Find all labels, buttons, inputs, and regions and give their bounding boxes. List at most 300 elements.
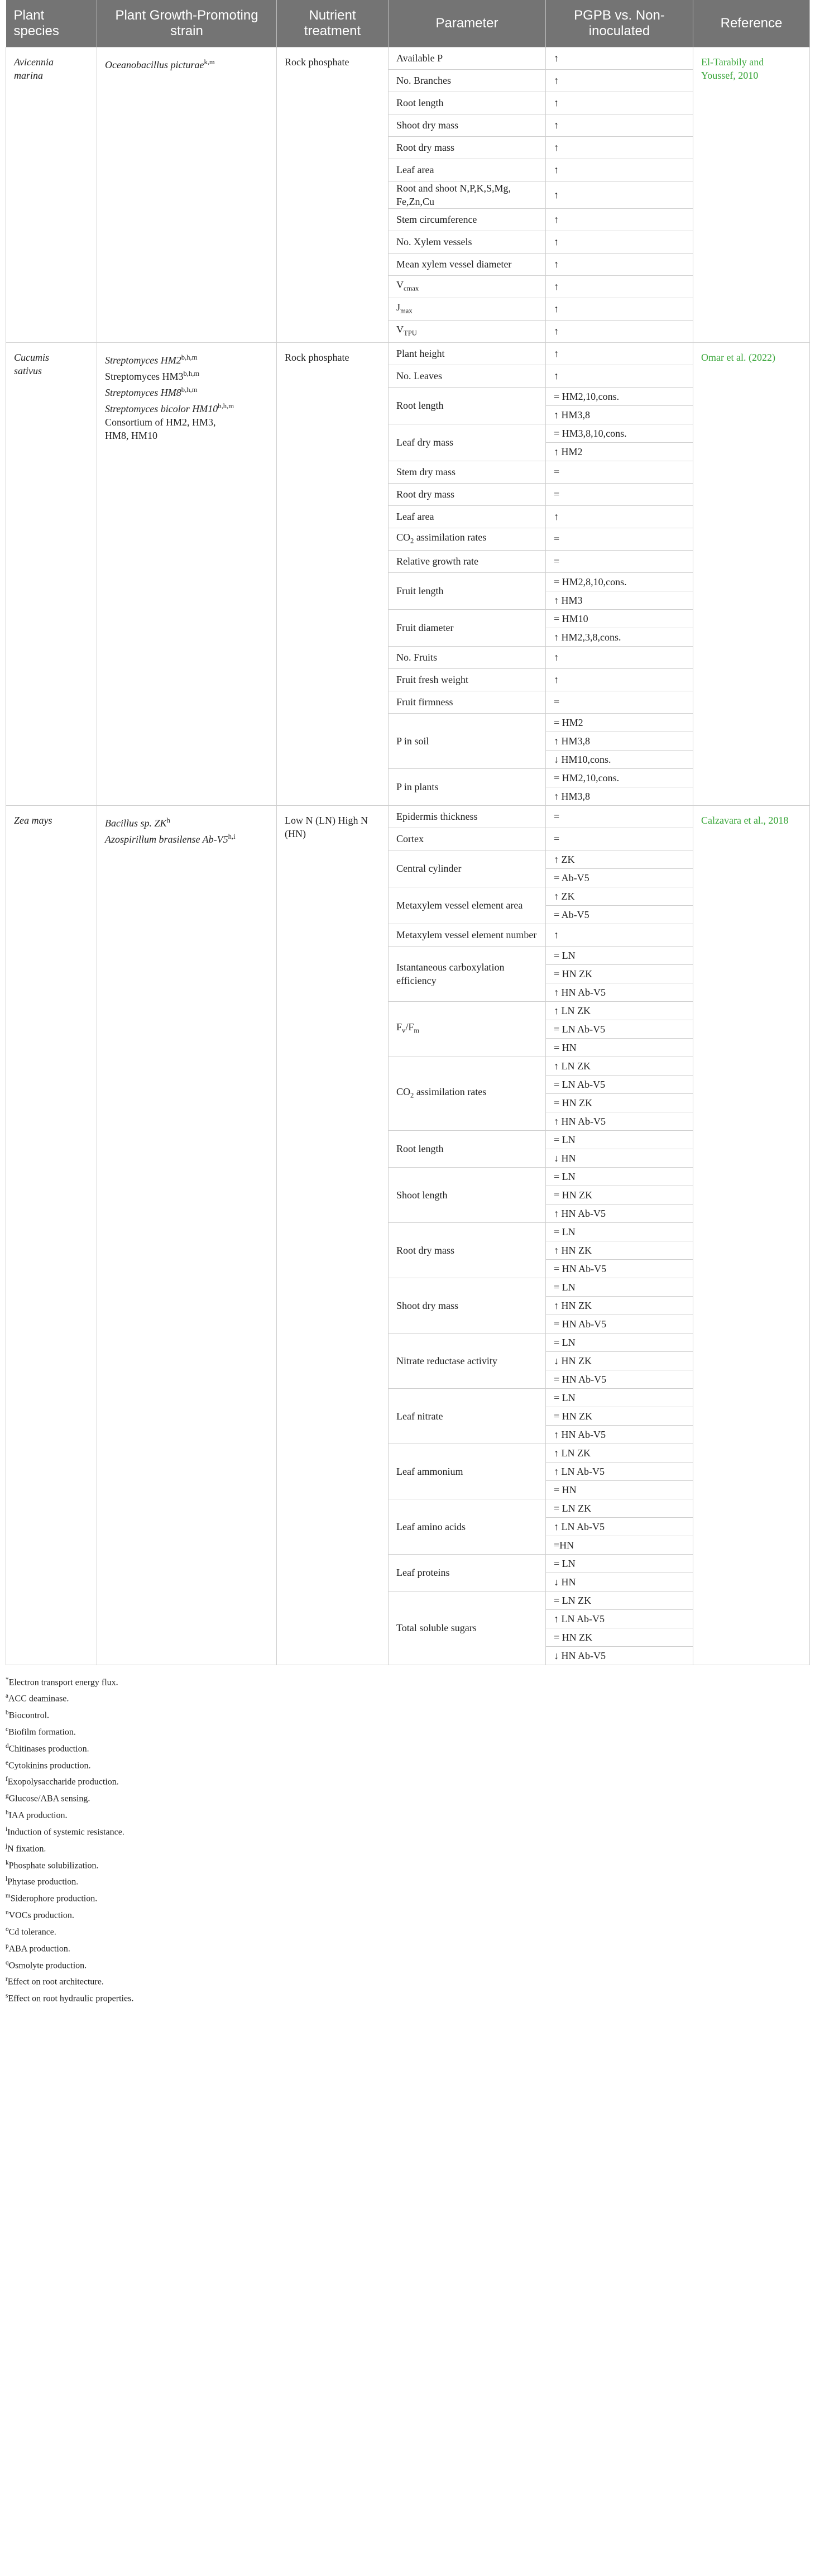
- pgpb-value: = HN ZK: [554, 1410, 593, 1422]
- pgpb-value-cell: [546, 253, 693, 275]
- plant-species-name: Zea mays: [14, 814, 52, 826]
- footnote-text: Osmolyte production.: [8, 1960, 87, 1970]
- pgpb-value-cell: [546, 1425, 693, 1444]
- pgpb-value: ↑: [554, 281, 559, 292]
- strain-line: [105, 55, 269, 71]
- parameter-cell: [389, 136, 546, 159]
- pgpb-value: = HM3,8,10,cons.: [554, 427, 627, 439]
- table-row: [6, 342, 810, 365]
- pgpb-value-cell: [546, 298, 693, 320]
- pgpb-value-cell: [546, 1462, 693, 1480]
- parameter-name: No. Branches: [396, 75, 451, 86]
- parameter-name: Stem dry mass: [396, 466, 456, 477]
- col-nutrient: [277, 0, 389, 47]
- parameter-name: Root dry mass: [396, 1244, 455, 1256]
- table-row: [6, 47, 810, 69]
- parameter-cell: [389, 609, 546, 646]
- parameter-cell: [389, 298, 546, 320]
- parameter-name: Root length: [396, 400, 444, 411]
- parameter-name: Plant height: [396, 348, 445, 359]
- parameter-name: Leaf area: [396, 511, 434, 522]
- pgpb-value-cell: [546, 1444, 693, 1462]
- strain-line: [105, 415, 269, 429]
- pgpb-value-cell: [546, 1020, 693, 1038]
- parameter-symbol: $V_{TPU}$: [396, 323, 417, 337]
- parameter-name: Fruit diameter: [396, 622, 454, 633]
- pgpb-value: = LN: [554, 1226, 576, 1237]
- pgpb-value-cell: [546, 572, 693, 591]
- pgpb-value: ↑: [554, 75, 559, 86]
- footnote-text: Exopolysaccharide production.: [7, 1777, 119, 1787]
- reference-link[interactable]: Youssef, 2010: [701, 69, 759, 81]
- strain-name: Streptomyces HM3: [105, 370, 184, 382]
- parameter-name: Root dry mass: [396, 489, 455, 500]
- footnote-marker: f: [6, 1776, 8, 1783]
- plant-species-cell: [6, 805, 97, 1665]
- pgpb-value-cell: [546, 768, 693, 787]
- pgpb-value-cell: [546, 1407, 693, 1425]
- parameter-name: Metaxylem vessel element number: [396, 929, 537, 940]
- pgpb-value: ↑ LN ZK: [554, 1447, 591, 1459]
- strain-footnote-ref: k,m: [204, 58, 215, 66]
- footnote: [6, 1923, 809, 1939]
- pgpb-value-cell: [546, 136, 693, 159]
- pgpb-value: =HN: [554, 1539, 574, 1551]
- pgpb-value: =: [554, 489, 560, 500]
- footnote-marker: *: [6, 1676, 9, 1683]
- pgpb-value-cell: [546, 787, 693, 805]
- parameter-cell: [389, 114, 546, 136]
- parameter-cell: [389, 713, 546, 768]
- pgpb-value: ↑: [554, 303, 559, 314]
- col-reference-label: Reference: [720, 15, 783, 31]
- parameter-cell: [389, 253, 546, 275]
- pgpb-value: ↑: [554, 189, 559, 200]
- parameter-name: Cortex: [396, 833, 424, 844]
- nutrient-text: Low N (LN) High N (HN): [285, 814, 368, 839]
- parameter-cell: [389, 528, 546, 550]
- parameter-name: Shoot dry mass: [396, 1299, 459, 1311]
- pgpb-value: ↑: [554, 52, 559, 64]
- parameter-cell: [389, 1388, 546, 1444]
- header-row: [6, 0, 810, 47]
- pgpb-value: ↓ HN Ab-V5: [554, 1650, 606, 1661]
- parameter-cell: [389, 1167, 546, 1222]
- pgpb-value: ↑ HM3,8: [554, 735, 591, 747]
- pgpb-value: = HN Ab-V5: [554, 1318, 607, 1330]
- pgpb-value-cell: [546, 1241, 693, 1259]
- pgpb-value-cell: [546, 1204, 693, 1222]
- footnote-marker: s: [6, 1992, 8, 2000]
- parameter-name: Total soluble sugars: [396, 1622, 477, 1633]
- footnote-marker: e: [6, 1759, 8, 1766]
- pgpb-value-cell: [546, 1609, 693, 1628]
- pgpb-value-cell: [546, 691, 693, 713]
- pgpb-value-cell: [546, 924, 693, 946]
- strain-footnote-ref: h: [166, 816, 170, 824]
- nutrient-cell: [277, 805, 389, 1665]
- pgpb-value-cell: [546, 1093, 693, 1112]
- pgpb-value-cell: [546, 1222, 693, 1241]
- footnote-marker: c: [6, 1726, 8, 1733]
- parameter-visible: $F_v/F_m$: [396, 1021, 420, 1035]
- parameter-name: Leaf dry mass: [396, 437, 453, 448]
- parameter-name: Shoot dry mass: [396, 120, 459, 131]
- reference-link[interactable]: El-Tarabily and: [701, 56, 764, 68]
- pgpb-value-cell: [546, 505, 693, 528]
- pgpb-value: = LN ZK: [554, 1502, 592, 1514]
- pgpb-value: ↑ HM3: [554, 594, 583, 606]
- pgpb-value-cell: [546, 1646, 693, 1665]
- footnote-marker: d: [6, 1742, 9, 1750]
- footnote: [6, 1989, 809, 2006]
- parameter-name: Available P: [396, 52, 443, 64]
- pgpb-value-cell: [546, 1259, 693, 1278]
- parameter-cell: [389, 768, 546, 805]
- pgpb-value-cell: [546, 92, 693, 114]
- pgpb-value-cell: [546, 1517, 693, 1536]
- footnote-text: Cytokinins production.: [8, 1760, 91, 1770]
- pgpb-value-cell: [546, 1351, 693, 1370]
- pgpb-value: ↑: [554, 236, 559, 247]
- reference-link[interactable]: Calzavara et al., 2018: [701, 814, 789, 826]
- pgpb-value-cell: [546, 47, 693, 69]
- pgpb-value: = LN: [554, 1557, 576, 1569]
- pgpb-value: ↑ HN Ab-V5: [554, 986, 606, 998]
- footnote: [6, 1906, 809, 1923]
- parameter-cell: [389, 231, 546, 253]
- pgpb-value-cell: [546, 528, 693, 550]
- parameter-name: Nitrate reductase activity: [396, 1355, 497, 1366]
- table-body: [6, 47, 810, 1665]
- parameter-name: Relative growth rate: [396, 556, 478, 567]
- pgpb-value: =: [554, 533, 560, 544]
- footnote-marker: i: [6, 1825, 8, 1833]
- col-parameter-label: Parameter: [435, 15, 498, 31]
- pgpb-value-cell: [546, 231, 693, 253]
- footnote: [6, 1839, 809, 1856]
- strain-footnote-ref: b,h,m: [218, 402, 234, 410]
- strain-line: [105, 367, 269, 383]
- parameter-name: Leaf area: [396, 164, 434, 175]
- pgpb-value-cell: [546, 1130, 693, 1149]
- footnote-text: N fixation.: [7, 1844, 46, 1854]
- col-plant-species-label: Plant species: [13, 7, 59, 39]
- parameter-cell: [389, 924, 546, 946]
- pgpb-value-cell: [546, 1315, 693, 1333]
- parameter-cell: [389, 550, 546, 572]
- plant-species-cell: [6, 47, 97, 342]
- parameter-name: Stem circumference: [396, 214, 477, 225]
- parameter-cell: [389, 887, 546, 924]
- footnotes: [6, 1665, 809, 2012]
- parameter-cell: [389, 1591, 546, 1665]
- parameter-cell: [389, 1333, 546, 1388]
- footnote-marker: l: [6, 1876, 8, 1883]
- footnote-text: Electron transport energy flux.: [8, 1677, 118, 1687]
- pgpb-value: ↑ HN Ab-V5: [554, 1207, 606, 1219]
- footnote: [6, 1673, 809, 1690]
- parameter-name: Metaxylem vessel element area: [396, 900, 523, 911]
- footnote-text: VOCs production.: [8, 1910, 74, 1920]
- pgpb-value: ↓ HM10,cons.: [554, 753, 611, 765]
- strain-name: Streptomyces HM8: [105, 386, 181, 398]
- strain-name: Consortium of HM2, HM3,: [105, 416, 216, 428]
- pgpb-value-cell: [546, 750, 693, 768]
- pgpb-value: = HN: [554, 1484, 577, 1495]
- footnote-marker: h: [6, 1809, 9, 1817]
- pgpb-value: ↑ HN ZK: [554, 1244, 592, 1256]
- parameter-cell: [389, 1278, 546, 1333]
- pgpb-value: ↑ ZK: [554, 890, 575, 902]
- pgpb-value-cell: [546, 850, 693, 868]
- pgpb-value-cell: [546, 868, 693, 887]
- pgpb-value-cell: [546, 1573, 693, 1591]
- parameter-cell: [389, 181, 546, 208]
- parameter-name: Shoot length: [396, 1189, 448, 1201]
- parameter-cell: [389, 1130, 546, 1167]
- table-row: [6, 805, 810, 828]
- parameter-name: Leaf ammonium: [396, 1465, 463, 1477]
- parameter-cell: [389, 320, 546, 342]
- footnote-text: Chitinases production.: [8, 1744, 89, 1754]
- pgpb-value-cell: [546, 805, 693, 828]
- pgpb-value: ↑: [554, 511, 559, 522]
- pgpb-value-cell: [546, 1057, 693, 1075]
- footnote-marker: j: [6, 1842, 8, 1849]
- pgpb-value: ↑ HM3,8: [554, 409, 591, 420]
- footnote: [6, 1872, 809, 1889]
- pgpb-value-cell: [546, 1149, 693, 1167]
- data-table: [6, 0, 810, 1665]
- parameter-cell: [389, 1499, 546, 1554]
- pgpb-value-cell: [546, 713, 693, 732]
- pgpb-value: = HM10: [554, 613, 588, 624]
- pgpb-value-cell: [546, 320, 693, 342]
- pgpb-value: =: [554, 811, 560, 822]
- parameter-cell: [389, 387, 546, 424]
- pgpb-value-cell: [546, 1186, 693, 1204]
- pgpb-value: = HM2,10,cons.: [554, 390, 620, 402]
- pgpb-value: = LN Ab-V5: [554, 1023, 606, 1035]
- footnote: [6, 1739, 809, 1756]
- pgpb-value-cell: [546, 983, 693, 1001]
- pgpb-value-cell: [546, 424, 693, 442]
- parameter-cell: [389, 646, 546, 668]
- footnote-text: Siderophore production.: [10, 1894, 98, 1904]
- parameter-cell: [389, 828, 546, 850]
- pgpb-value-cell: [546, 114, 693, 136]
- strain-name: HM8, HM10: [105, 429, 158, 441]
- pgpb-value-cell: [546, 1167, 693, 1186]
- footnote-text: Biocontrol.: [8, 1710, 50, 1720]
- pgpb-value: = LN: [554, 1281, 576, 1293]
- pgpb-value-cell: [546, 1112, 693, 1130]
- footnote-marker: k: [6, 1859, 9, 1866]
- pgpb-value: ↓ HN ZK: [554, 1355, 592, 1366]
- parameter-visible: $CO_2$ assimilation rates: [396, 1086, 487, 1100]
- parameter-symbol: $V_{cmax}$: [396, 279, 419, 293]
- pgpb-value: ↑: [554, 348, 559, 359]
- pgpb-value: = Ab-V5: [554, 909, 589, 920]
- parameter-cell: [389, 1444, 546, 1499]
- pgpb-value-cell: [546, 1499, 693, 1517]
- parameter-cell: [389, 275, 546, 298]
- footnote-marker: a: [6, 1693, 8, 1700]
- parameter-cell: [389, 505, 546, 528]
- parameter-cell: [389, 1001, 546, 1057]
- pgpb-value-cell: [546, 69, 693, 92]
- parameter-cell: [389, 1222, 546, 1278]
- pgpb-value: = HM2,10,cons.: [554, 772, 620, 783]
- pgpb-value: = LN: [554, 949, 576, 961]
- pgpb-value-cell: [546, 1038, 693, 1057]
- pgpb-value: ↑ HM3,8: [554, 790, 591, 802]
- parameter-cell: [389, 483, 546, 505]
- parameter-name: Root length: [396, 97, 444, 108]
- pgpb-value: = HN ZK: [554, 1189, 593, 1201]
- parameter-name: Leaf amino acids: [396, 1521, 466, 1532]
- pgpb-value-cell: [546, 483, 693, 505]
- footnote: [6, 1789, 809, 1806]
- pgpb-value: ↑ ZK: [554, 853, 575, 865]
- col-pgpb: [546, 0, 693, 47]
- pgpb-value-cell: [546, 461, 693, 483]
- col-pgpb-label: PGPB vs. Non-inoculated: [574, 7, 665, 39]
- strain-line: [105, 429, 269, 442]
- strain-footnote-ref: b,h,m: [181, 353, 198, 361]
- parameter-name: P in plants: [396, 781, 439, 792]
- reference-link[interactable]: Omar et al. (2022): [701, 351, 775, 363]
- parameter-name: No. Fruits: [396, 652, 438, 663]
- nutrient-cell: [277, 47, 389, 342]
- col-strain-label: Plant Growth-Promoting strain: [115, 7, 258, 39]
- pgpb-value-cell: [546, 1333, 693, 1351]
- col-strain: [97, 0, 277, 47]
- footnote: [6, 1939, 809, 1956]
- pgpb-value: = Ab-V5: [554, 872, 589, 883]
- pgpb-value: ↑ HN Ab-V5: [554, 1115, 606, 1127]
- parameter-cell: [389, 47, 546, 69]
- footnote-text: Phosphate solubilization.: [8, 1860, 99, 1870]
- pgpb-value: ↑ LN ZK: [554, 1060, 591, 1072]
- pgpb-value-cell: [546, 342, 693, 365]
- parameter-cell: [389, 668, 546, 691]
- col-reference: [693, 0, 810, 47]
- pgpb-value: = LN: [554, 1336, 576, 1348]
- strain-cell: [97, 47, 277, 342]
- nutrient-text: Rock phosphate: [285, 56, 349, 68]
- pgpb-value-cell: [546, 1001, 693, 1020]
- footnote-marker: p: [6, 1942, 9, 1949]
- pgpb-value-cell: [546, 405, 693, 424]
- pgpb-value: ↑: [554, 674, 559, 685]
- pgpb-value: = LN: [554, 1170, 576, 1182]
- strain-line: [105, 383, 269, 399]
- parameter-name: Central cylinder: [396, 863, 462, 874]
- pgpb-value-cell: [546, 365, 693, 387]
- pgpb-value: ↑ LN Ab-V5: [554, 1465, 605, 1477]
- parameter-name: Epidermis thickness: [396, 811, 478, 822]
- pgpb-value: = HN ZK: [554, 1631, 593, 1643]
- strain-name: Oceanobacillus picturae: [105, 59, 204, 70]
- parameter-cell: [389, 946, 546, 1001]
- parameter-cell: [389, 461, 546, 483]
- footnote: [6, 1706, 809, 1723]
- parameter-cell: [389, 805, 546, 828]
- strain-footnote-ref: h,i: [228, 832, 236, 840]
- strain-line: [105, 814, 269, 830]
- pgpb-value: ↓ HN: [554, 1576, 576, 1588]
- footnote-text: Biofilm formation.: [8, 1727, 76, 1737]
- pgpb-value: ↑: [554, 142, 559, 153]
- footnote-marker: n: [6, 1909, 9, 1917]
- parameter-subscript: max: [400, 307, 413, 315]
- footnote: [6, 1972, 809, 1989]
- pgpb-value: = HN ZK: [554, 1097, 593, 1108]
- strain-footnote-ref: b,h,m: [183, 369, 200, 377]
- parameter-subscript: cmax: [404, 284, 419, 293]
- parameter-subscript: m: [414, 1026, 420, 1035]
- strain-line: [105, 830, 269, 846]
- plant-species-name: Avicennia: [14, 56, 54, 68]
- nutrient-cell: [277, 342, 389, 805]
- footnote-text: IAA production.: [8, 1810, 68, 1820]
- pgpb-value: ↑: [554, 164, 559, 175]
- parameter-cell: [389, 1554, 546, 1591]
- parameter-name: Mean xylem vessel diameter: [396, 259, 512, 270]
- pgpb-value-cell: [546, 550, 693, 572]
- pgpb-value-cell: [546, 1370, 693, 1388]
- parameter-cell: [389, 159, 546, 181]
- pgpb-value: ↑ LN ZK: [554, 1005, 591, 1016]
- parameter-subscript: 2: [410, 537, 414, 545]
- parameter-symbol: $J_{max}$: [396, 301, 413, 315]
- parameter-cell: [389, 691, 546, 713]
- footnote: [6, 1756, 809, 1773]
- plant-species-name: marina: [14, 69, 44, 81]
- pgpb-value: ↑ HM2: [554, 446, 583, 457]
- pgpb-value-cell: [546, 442, 693, 461]
- strain-footnote-ref: b,h,m: [181, 385, 198, 394]
- pgpb-value-cell: [546, 887, 693, 905]
- pgpb-value: ↑ LN Ab-V5: [554, 1521, 605, 1532]
- pgpb-value: ↑: [554, 259, 559, 270]
- pgpb-value: = HM2,8,10,cons.: [554, 576, 627, 587]
- pgpb-value: ↑: [554, 652, 559, 663]
- reference-cell: [693, 805, 810, 1665]
- footnote: [6, 1689, 809, 1706]
- pgpb-value-cell: [546, 732, 693, 750]
- strain-name: Streptomyces HM2: [105, 354, 181, 366]
- parameter-name: No. Xylem vessels: [396, 236, 472, 247]
- footnote-marker: g: [6, 1793, 9, 1800]
- parameter-subscript: 2: [410, 1091, 414, 1100]
- pgpb-value-cell: [546, 828, 693, 850]
- pgpb-value-cell: [546, 1591, 693, 1609]
- pgpb-value-cell: [546, 275, 693, 298]
- footnote-marker: m: [6, 1892, 11, 1900]
- parameter-cell: [389, 850, 546, 887]
- parameter-cell: [389, 92, 546, 114]
- pgpb-value-cell: [546, 646, 693, 668]
- plant-species-name: Cucumis: [14, 351, 49, 363]
- parameter-name: Root length: [396, 1143, 444, 1154]
- pgpb-value: ↑: [554, 326, 559, 337]
- pgpb-value-cell: [546, 668, 693, 691]
- pgpb-value-cell: [546, 387, 693, 405]
- pgpb-value: ↑ HN Ab-V5: [554, 1428, 606, 1440]
